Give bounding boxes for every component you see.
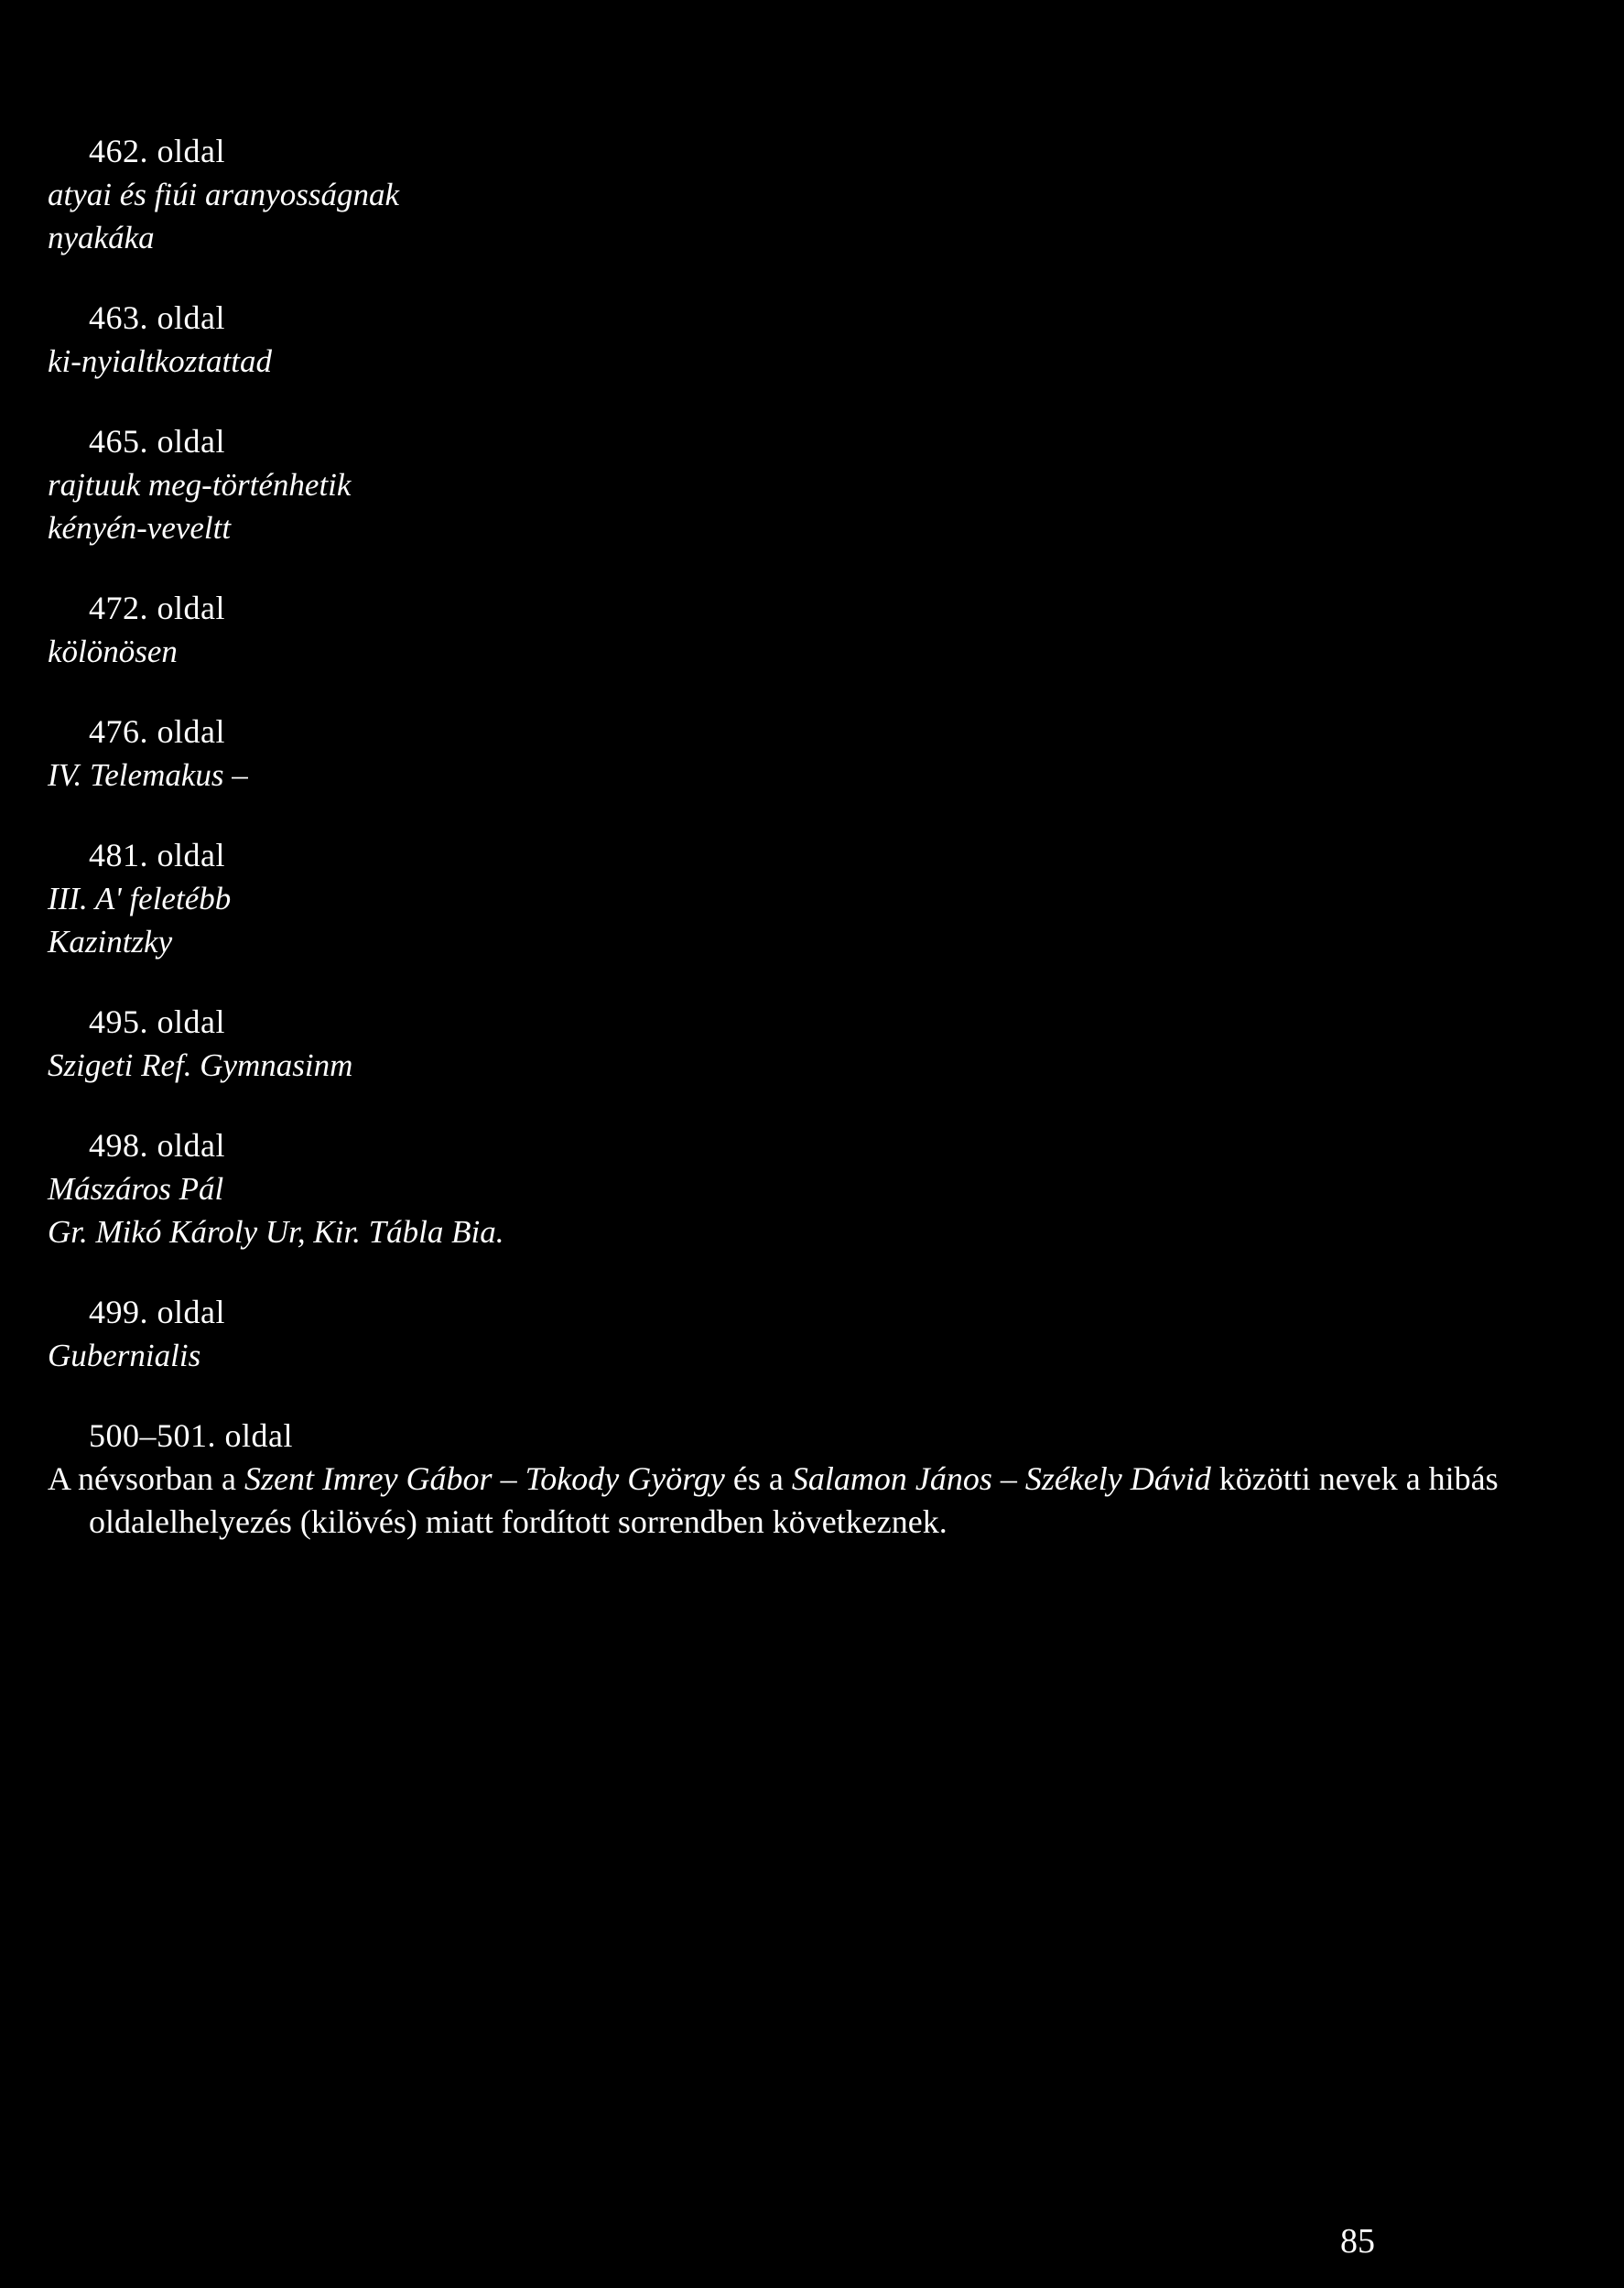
page-reference: 481. oldal — [89, 837, 225, 873]
page-reference: 500–501. oldal — [89, 1417, 293, 1454]
errata-text: ki-nyialtkoztattad — [48, 343, 272, 379]
errata-text: atyai és fiúi aranyosságnak — [48, 177, 399, 212]
errata-entry — [48, 1291, 1576, 1377]
page-reference: 476. oldal — [89, 713, 225, 750]
errata-text: IV. Telemakus – — [48, 757, 248, 793]
errata-entry — [48, 710, 1576, 797]
errata-entry — [48, 130, 1576, 259]
errata-entry — [48, 420, 1576, 549]
errata-entry — [48, 297, 1576, 383]
errata-entry-final — [48, 1415, 1576, 1544]
page-number: 85 — [1340, 2222, 1375, 2261]
page-reference: 495. oldal — [89, 1003, 225, 1040]
errata-text: Gr. Mikó Károly Ur, Kir. Tábla Bia. — [48, 1214, 504, 1250]
page-reference: 462. oldal — [89, 133, 225, 169]
errata-text: Mászáros Pál — [48, 1171, 224, 1207]
errata-text: Kazintzky — [48, 924, 173, 960]
errata-note-paragraph — [48, 1458, 1576, 1544]
errata-entry — [48, 1001, 1576, 1087]
errata-text: kényén-veveltt — [48, 510, 232, 546]
errata-text: kölönösen — [48, 634, 178, 669]
errata-text: Szigeti Ref. Gymnasinm — [48, 1047, 353, 1083]
errata-text: III. A' feletébb — [48, 881, 232, 916]
page-reference: 498. oldal — [89, 1127, 225, 1164]
page-reference: 465. oldal — [89, 423, 225, 460]
page-reference: 463. oldal — [89, 299, 225, 336]
errata-text: Gubernialis — [48, 1338, 201, 1373]
errata-text: nyakáka — [48, 220, 155, 255]
errata-entry — [48, 834, 1576, 963]
errata-list — [48, 130, 1576, 1581]
note-text: és a — [724, 1460, 792, 1497]
note-name-range: Salamon János – Székely Dávid — [791, 1460, 1211, 1497]
errata-entry — [48, 1124, 1576, 1253]
note-text: A névsorban a — [48, 1460, 244, 1497]
page-reference: 499. oldal — [89, 1294, 225, 1330]
note-name-range: Szent Imrey Gábor – Tokody György — [244, 1460, 725, 1497]
errata-text: rajtuuk meg-történhetik — [48, 467, 352, 503]
page-reference: 472. oldal — [89, 590, 225, 626]
note-text: közötti nevek a hibás oldalelhelyezés (kilövés) miatt fordított sorrendben következnek. — [89, 1460, 1499, 1540]
errata-entry — [48, 587, 1576, 673]
